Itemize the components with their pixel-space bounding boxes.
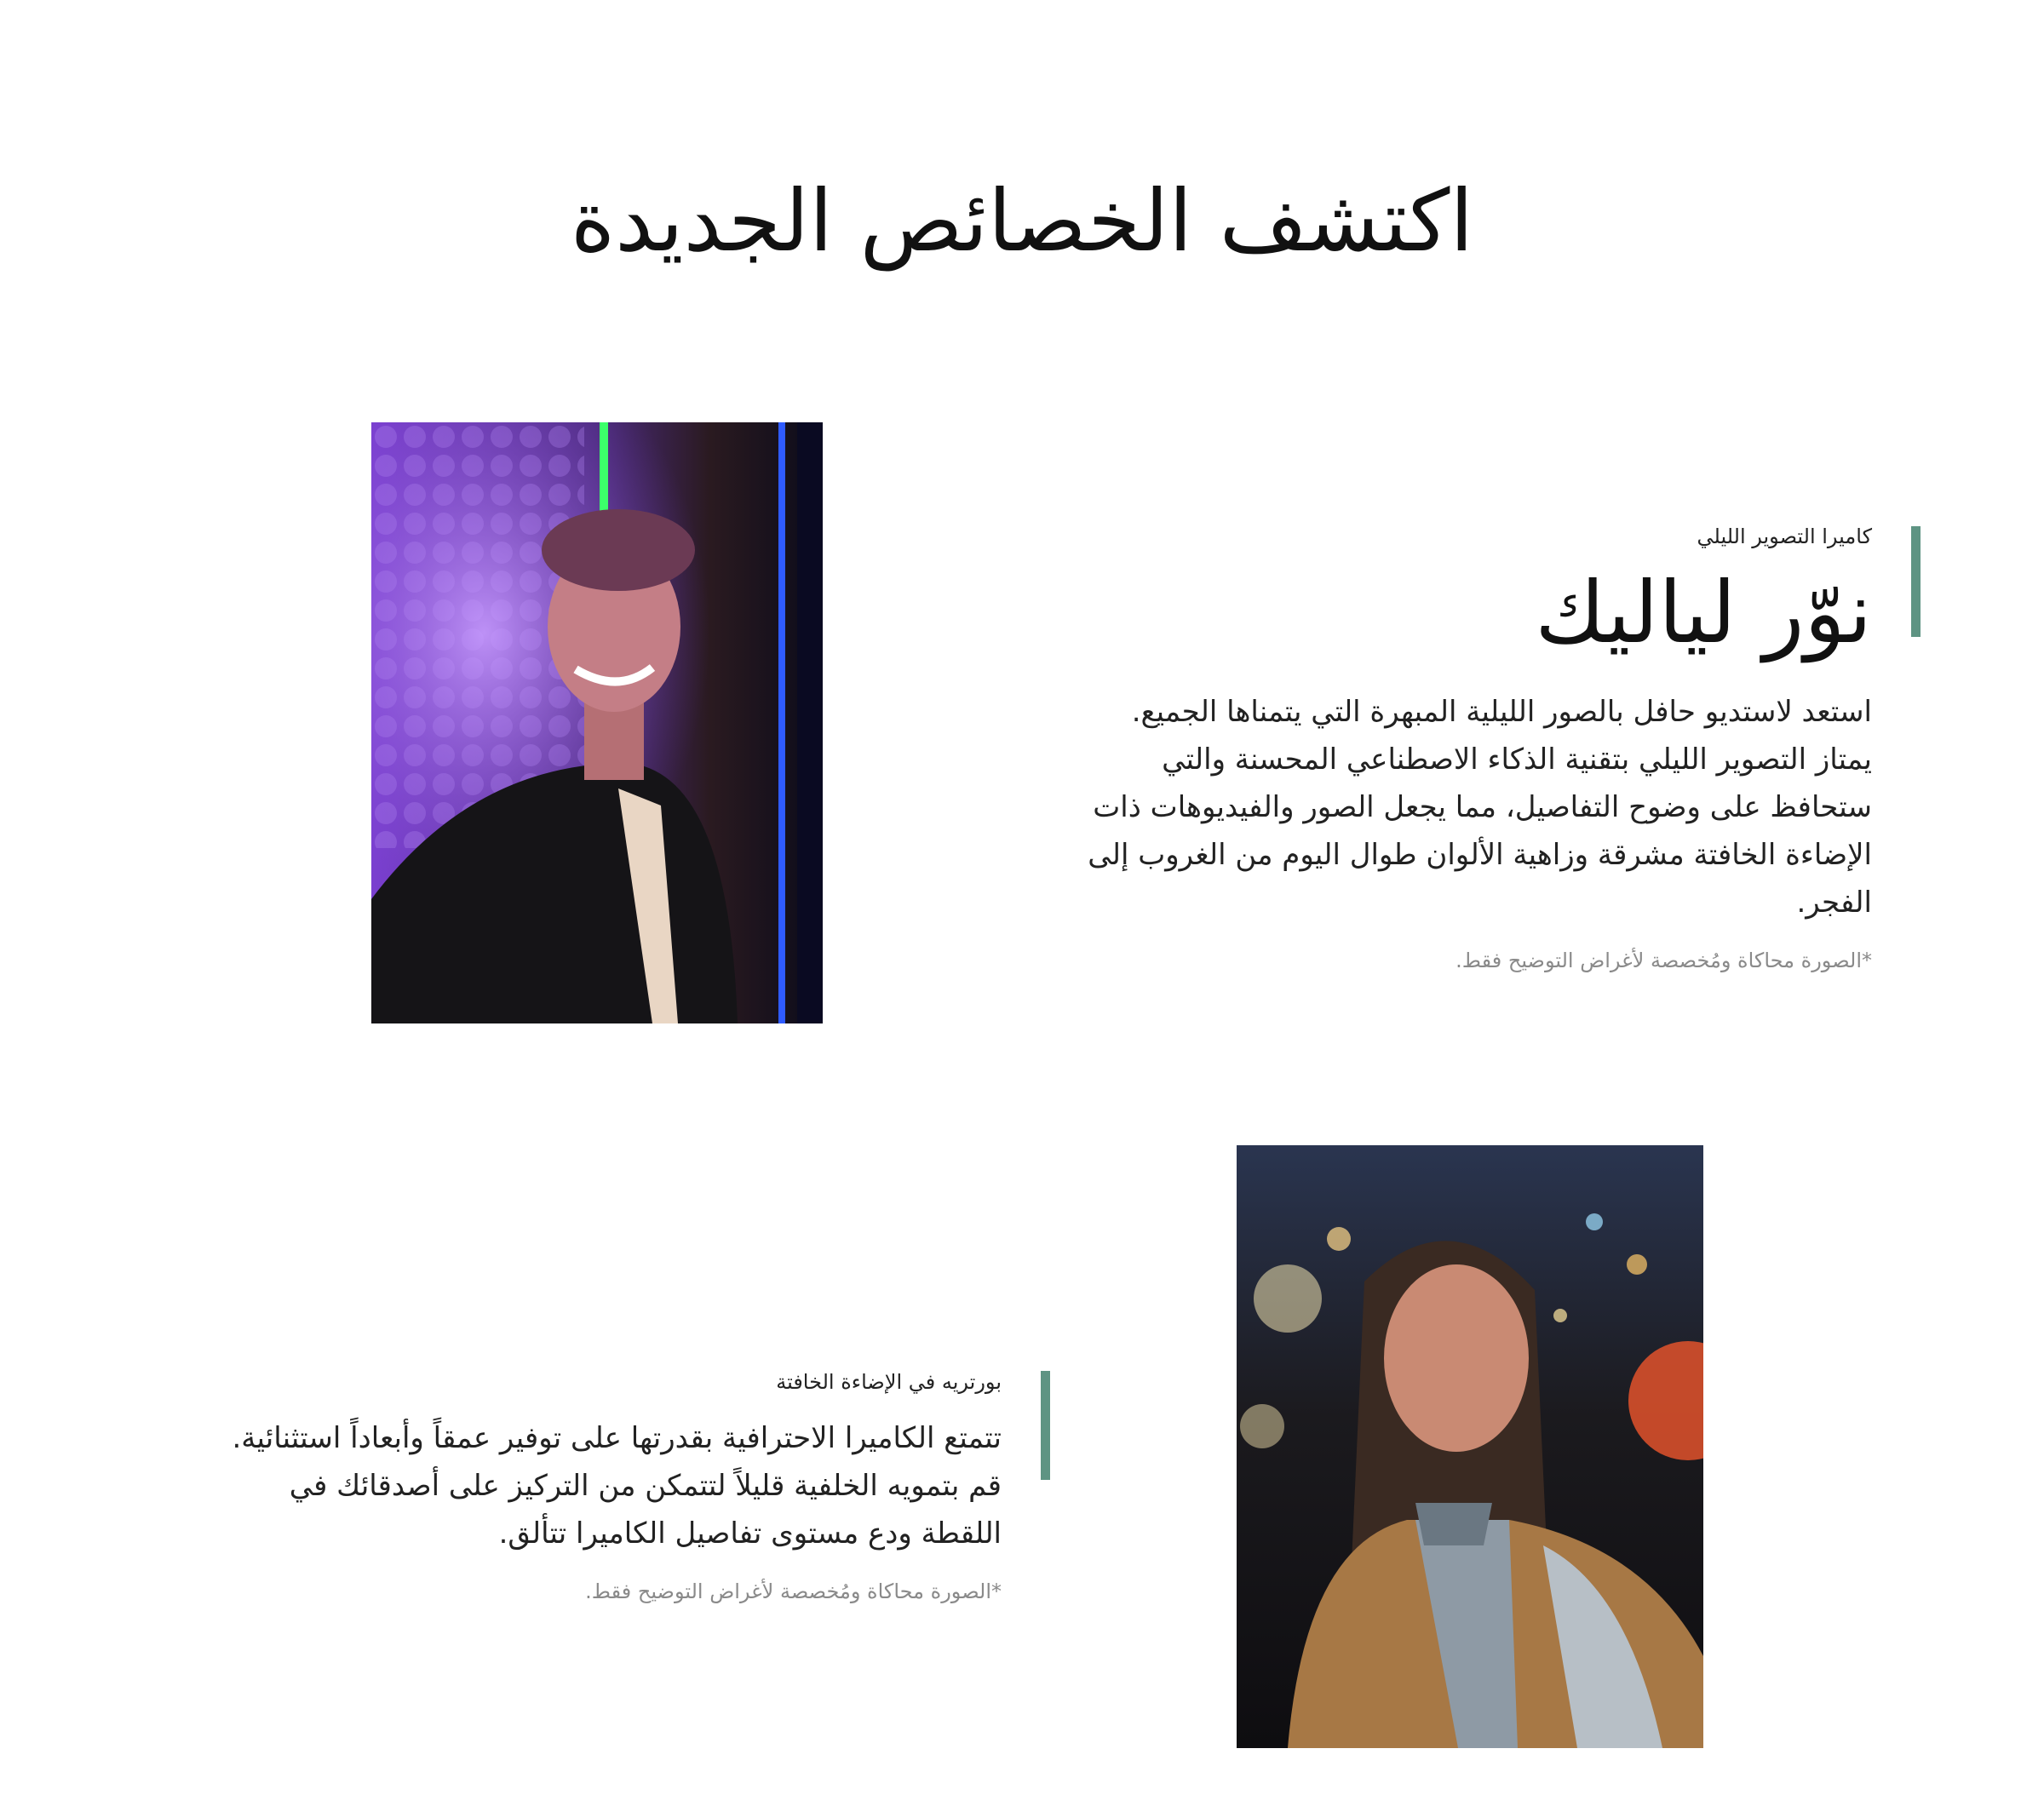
feature-accent-bar: [1041, 1371, 1050, 1480]
low-light-photo-woman: [1237, 1145, 1703, 1748]
feature-eyebrow: بورتريه في الإضاءة الخافتة: [776, 1370, 1002, 1394]
night-photo-man: [371, 422, 823, 1023]
feature-low-light-portrait: [170, 1367, 1002, 1607]
feature-description: [170, 1414, 1002, 1557]
feature-disclaimer: *الصورة محاكاة ومُخصصة لأغراض التوضيح فقط.: [585, 1580, 1002, 1603]
feature-description: [1048, 688, 1872, 926]
feature-description-line: ستحافظ على وضوح التفاصيل، مما يجعل الصور والفيديوهات ذات: [1093, 790, 1872, 824]
feature-description-line: قم بتمويه الخلفية قليلاً لتتمكن من التركيز على أصدقائك في: [289, 1469, 1002, 1503]
feature-description-line: تتمتع الكاميرا الاحترافية بقدرتها على توفير عمقاً وأبعاداً استثنائية.: [232, 1421, 1002, 1455]
feature-description-line: الفجر.: [1796, 886, 1872, 920]
feature-night-mode: [1048, 521, 1872, 976]
page-title: اكتشف الخصائص الجديدة: [570, 171, 1474, 271]
feature-description-line: الإضاءة الخافتة مشرقة وزاهية الألوان طوال اليوم من الغروب إلى: [1088, 838, 1872, 872]
feature-accent-bar: [1911, 526, 1921, 637]
feature-eyebrow: كاميرا التصوير الليلي: [1697, 525, 1872, 548]
feature-description-line: استعد لاستديو حافل بالصور الليلية المبهرة التي يتمناها الجميع.: [1131, 695, 1872, 729]
feature-disclaimer: *الصورة محاكاة ومُخصصة لأغراض التوضيح فقط.: [1455, 949, 1872, 972]
feature-description-line: اللقطة ودع مستوى تفاصيل الكاميرا تتألق.: [498, 1516, 1002, 1551]
feature-description-line: يمتاز التصوير الليلي بتقنية الذكاء الاصطناعي المحسنة والتي: [1162, 742, 1872, 777]
feature-title: نوّر لياليك: [1535, 563, 1872, 662]
